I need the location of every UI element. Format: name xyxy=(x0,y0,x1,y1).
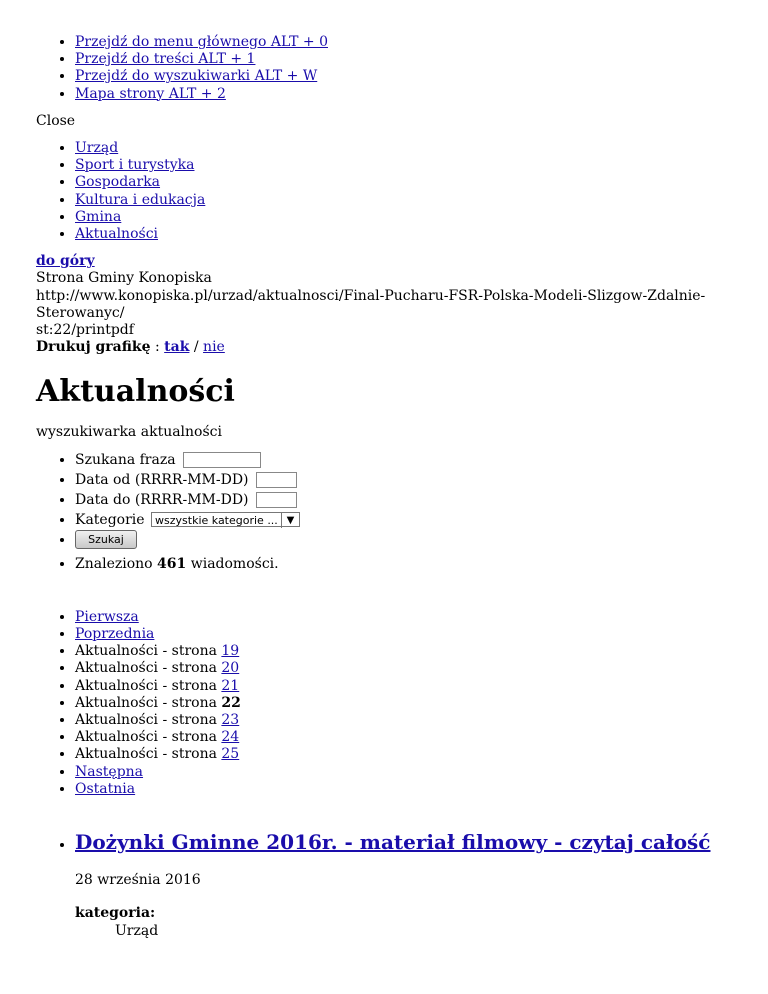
category-row xyxy=(75,510,732,530)
news-category-value: Urząd xyxy=(115,922,159,939)
main-menu-item xyxy=(75,140,732,157)
print-graphics-yes-link[interactable]: tak xyxy=(164,339,190,356)
print-header xyxy=(36,253,732,356)
print-graphics-no-link[interactable]: nie xyxy=(203,339,225,356)
results-count-item: • Znaleziono 461 wiadomości. xyxy=(75,556,732,573)
menu-link-gospodarka[interactable]: Gospodarka xyxy=(75,174,161,191)
category-label: Kategorie xyxy=(75,511,145,528)
current-page: 22 xyxy=(221,694,241,711)
main-menu-item xyxy=(75,192,732,209)
pager-item xyxy=(75,764,732,781)
last-page-link[interactable]: Ostatnia xyxy=(75,780,136,797)
close-label[interactable]: Close xyxy=(36,112,76,129)
pager-item xyxy=(75,609,732,626)
main-menu-item xyxy=(75,226,732,243)
next-page-link[interactable]: Następna xyxy=(75,763,144,780)
skip-link-item xyxy=(75,34,732,51)
results-count: 461 xyxy=(157,555,187,572)
pager-item: • Aktualności - strona 22 xyxy=(75,695,732,712)
back-to-top-link[interactable] xyxy=(36,253,95,269)
search-caption: wyszukiwarka aktualności xyxy=(36,424,222,441)
pager-item: • Aktualności - strona 19 xyxy=(75,643,732,660)
pager-item xyxy=(75,626,732,643)
menu-link-kultura[interactable]: Kultura i edukacja xyxy=(75,191,206,208)
menu-link-urzad[interactable]: Urząd xyxy=(75,140,119,157)
main-menu xyxy=(36,140,732,243)
category-select[interactable] xyxy=(151,512,300,527)
main-menu-item xyxy=(75,209,732,226)
print-graphics-label: Drukuj grafikę xyxy=(36,339,151,356)
first-page-link[interactable]: Pierwsza xyxy=(75,608,139,625)
search-submit-button[interactable]: Szukaj xyxy=(75,530,137,549)
pager-item: • Aktualności - strona 21 xyxy=(75,678,732,695)
pager-item: • Aktualności - strona 24 xyxy=(75,729,732,746)
date-to-input[interactable] xyxy=(256,492,297,508)
news-category-label: kategoria: xyxy=(75,905,156,922)
menu-link-sport[interactable]: Sport i turystyka xyxy=(75,157,195,174)
news-title-link[interactable]: Dożynki Gminne 2016r. - materiał filmowy - czytaj całość xyxy=(75,830,711,855)
pager-item: • Aktualności - strona 25 xyxy=(75,746,732,763)
date-from-label: Data od (RRRR-MM-DD) xyxy=(75,471,249,488)
skip-to-search-link[interactable]: Przejdź do wyszukiwarki ALT + W xyxy=(75,68,318,85)
news-item xyxy=(75,830,732,940)
news-category xyxy=(75,905,732,939)
date-from-input[interactable] xyxy=(256,472,297,488)
pagination xyxy=(36,609,732,798)
page-title: Aktualności xyxy=(36,374,235,410)
skip-link-item xyxy=(75,68,732,85)
skip-link-item xyxy=(75,86,732,103)
date-to-row xyxy=(75,490,732,510)
search-phrase-row xyxy=(75,450,732,470)
page-link-24[interactable]: 24 xyxy=(221,729,240,746)
pager-item xyxy=(75,781,732,798)
skip-links xyxy=(36,34,732,103)
news-date: 28 września 2016 xyxy=(75,872,201,889)
dropdown-arrow-icon: ▼ xyxy=(281,513,299,528)
back-to-top-label: do góry xyxy=(36,253,95,270)
main-menu-item xyxy=(75,157,732,174)
search-phrase-label: Szukana fraza xyxy=(75,451,176,468)
date-from-row xyxy=(75,470,732,490)
skip-link-item xyxy=(75,51,732,68)
news-list xyxy=(36,830,732,940)
page-link-20[interactable]: 20 xyxy=(221,660,240,677)
submit-row xyxy=(75,530,732,550)
page-link-23[interactable]: 23 xyxy=(221,712,240,729)
main-menu-item xyxy=(75,174,732,191)
page-link-25[interactable]: 25 xyxy=(221,746,240,763)
pager-item: • Aktualności - strona 20 xyxy=(75,660,732,677)
sitemap-link[interactable]: Mapa strony ALT + 2 xyxy=(75,85,226,102)
search-phrase-input[interactable] xyxy=(183,452,261,468)
pager-item: • Aktualności - strona 23 xyxy=(75,712,732,729)
prev-page-link[interactable]: Poprzednia xyxy=(75,626,155,643)
menu-link-gmina[interactable]: Gmina xyxy=(75,208,122,225)
news-search-form xyxy=(36,450,732,550)
skip-to-menu-link[interactable]: Przejdź do menu głównego ALT + 0 xyxy=(75,34,328,50)
page-link-21[interactable]: 21 xyxy=(221,677,240,694)
category-selected-value: wszystkie kategorie ... xyxy=(155,514,278,528)
page-url-line1: http://www.konopiska.pl/urzad/aktualnosci/Final-Pucharu-FSR-Polska-Modeli-Slizgow-Zdalnie-Sterowanyc/ xyxy=(36,287,706,321)
page-link-19[interactable]: 19 xyxy=(221,643,240,660)
date-to-label: Data do (RRRR-MM-DD) xyxy=(75,491,249,508)
menu-link-aktualnosci[interactable]: Aktualności xyxy=(75,226,159,243)
results-summary xyxy=(36,556,732,573)
site-name: Strona Gminy Konopiska xyxy=(36,270,212,287)
skip-to-content-link[interactable]: Przejdź do treści ALT + 1 xyxy=(75,51,256,68)
page-url-line2: st:22/printpdf xyxy=(36,322,134,339)
print-graphics-row: Drukuj grafikę : tak / nie xyxy=(36,339,225,356)
